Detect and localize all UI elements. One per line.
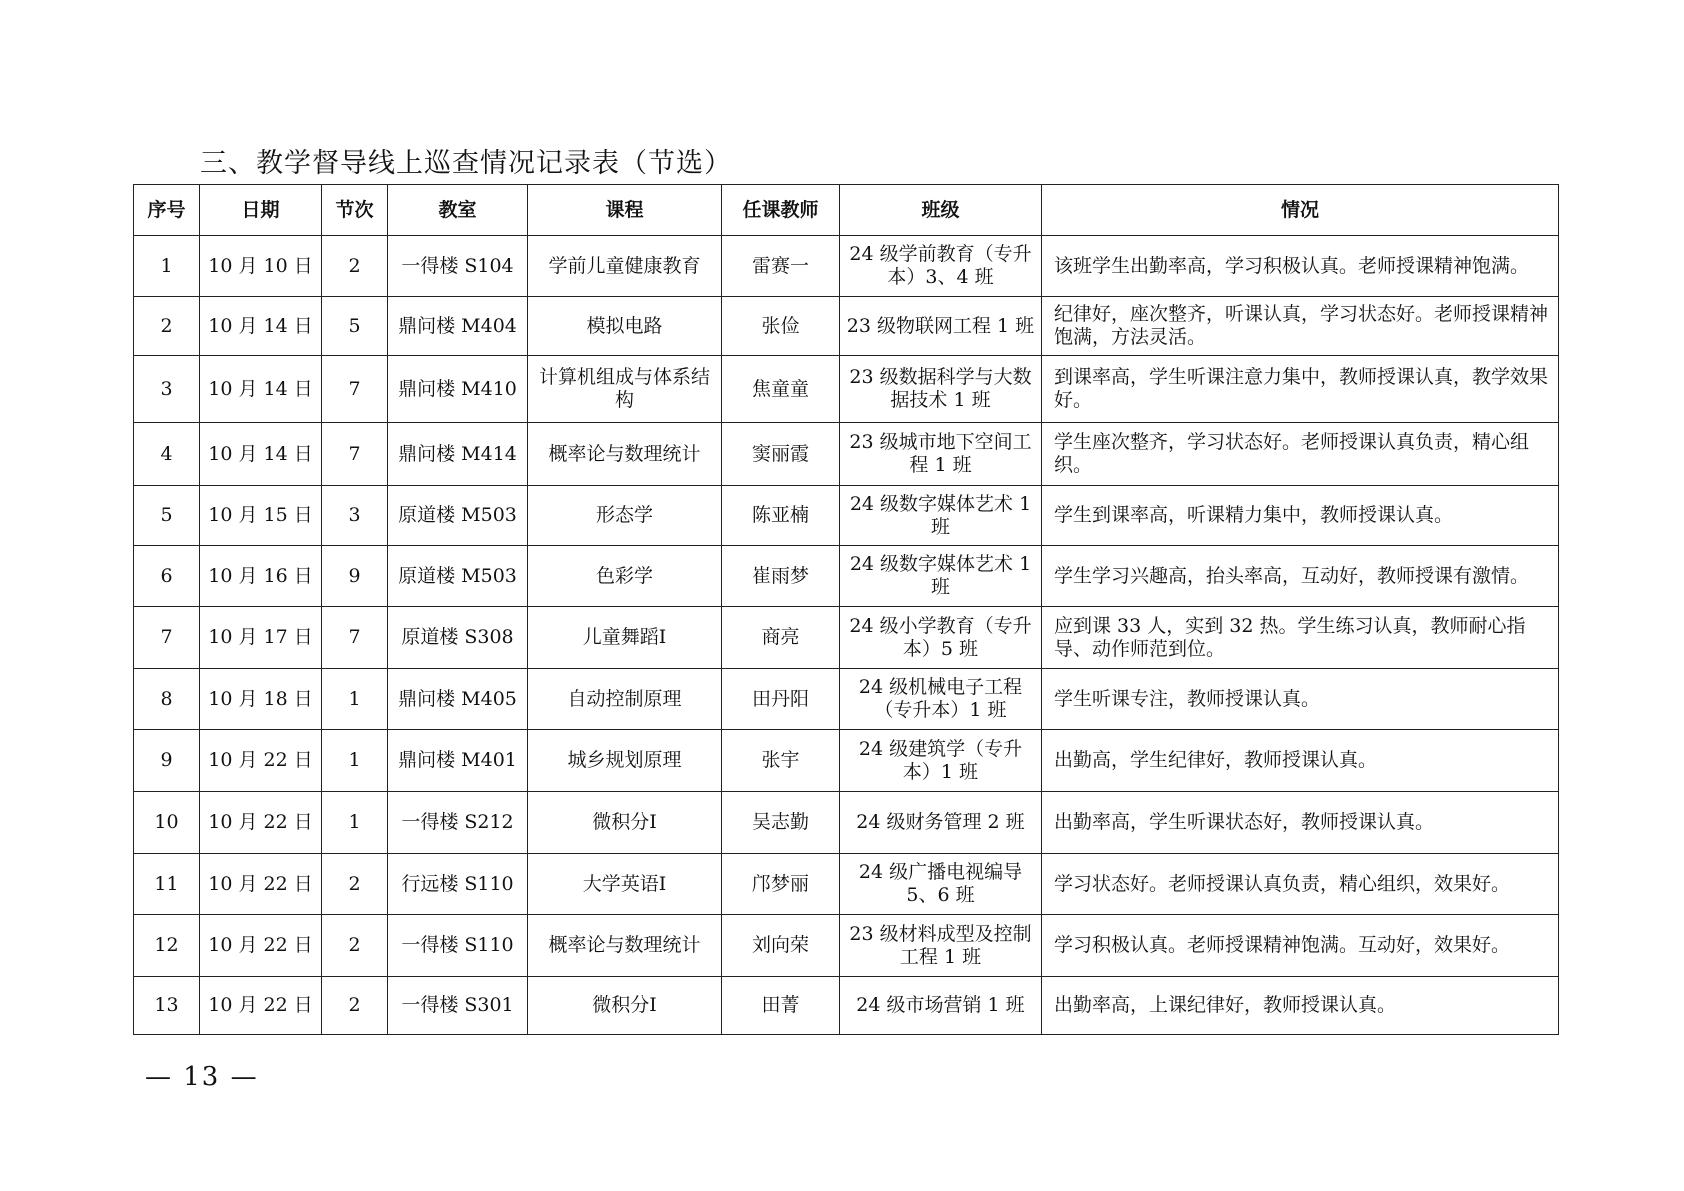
header-period: 节次 (322, 185, 388, 236)
cell-period: 3 (322, 486, 388, 546)
cell-teacher: 刘向荣 (722, 915, 840, 977)
cell-date: 10 月 14 日 (200, 423, 322, 486)
cell-teacher: 雷赛一 (722, 236, 840, 297)
cell-teacher: 焦童童 (722, 356, 840, 423)
cell-situation: 出勤率高，上课纪律好，教师授课认真。 (1042, 977, 1559, 1035)
table-row (134, 792, 1559, 854)
cell-teacher: 邝梦丽 (722, 854, 840, 915)
cell-period: 5 (322, 297, 388, 356)
cell-period: 2 (322, 915, 388, 977)
cell-period: 1 (322, 669, 388, 730)
cell-date: 10 月 14 日 (200, 356, 322, 423)
cell-classroom: 鼎问楼 M410 (388, 356, 528, 423)
cell-index: 1 (134, 236, 200, 297)
table-row (134, 297, 1559, 356)
cell-date: 10 月 10 日 (200, 236, 322, 297)
cell-course: 形态学 (528, 486, 722, 546)
cell-classroom: 原道楼 M503 (388, 546, 528, 607)
cell-index: 4 (134, 423, 200, 486)
cell-classroom: 一得楼 S212 (388, 792, 528, 854)
cell-period: 7 (322, 423, 388, 486)
cell-period: 2 (322, 854, 388, 915)
cell-index: 6 (134, 546, 200, 607)
cell-classroom: 鼎问楼 M405 (388, 669, 528, 730)
cell-course: 儿童舞蹈Ⅰ (528, 607, 722, 669)
table-row (134, 423, 1559, 486)
cell-index: 7 (134, 607, 200, 669)
cell-index: 3 (134, 356, 200, 423)
cell-situation: 应到课 33 人，实到 32 热。学生练习认真，教师耐心指导、动作师范到位。 (1042, 607, 1559, 669)
cell-date: 10 月 22 日 (200, 977, 322, 1035)
cell-classroom: 行远楼 S110 (388, 854, 528, 915)
table-row (134, 977, 1559, 1035)
cell-index: 12 (134, 915, 200, 977)
inspection-record-table (133, 184, 1559, 1035)
table-row (134, 546, 1559, 607)
cell-classroom: 鼎问楼 M414 (388, 423, 528, 486)
table-row (134, 730, 1559, 792)
cell-course: 概率论与数理统计 (528, 423, 722, 486)
cell-date: 10 月 15 日 (200, 486, 322, 546)
cell-course: 微积分Ⅰ (528, 792, 722, 854)
cell-date: 10 月 22 日 (200, 792, 322, 854)
header-situation: 情况 (1042, 185, 1559, 236)
cell-classroom: 原道楼 S308 (388, 607, 528, 669)
cell-class: 24 级市场营销 1 班 (840, 977, 1042, 1035)
cell-classroom: 一得楼 S301 (388, 977, 528, 1035)
table-row (134, 236, 1559, 297)
cell-date: 10 月 17 日 (200, 607, 322, 669)
header-date: 日期 (200, 185, 322, 236)
cell-situation: 学生听课专注，教师授课认真。 (1042, 669, 1559, 730)
cell-date: 10 月 16 日 (200, 546, 322, 607)
cell-classroom: 一得楼 S110 (388, 915, 528, 977)
section-title: 三、教学督导线上巡查情况记录表（节选） (200, 148, 732, 179)
cell-course: 大学英语Ⅰ (528, 854, 722, 915)
cell-teacher: 田菁 (722, 977, 840, 1035)
cell-situation: 学习积极认真。老师授课精神饱满。互动好，效果好。 (1042, 915, 1559, 977)
cell-class: 23 级数据科学与大数据技术 1 班 (840, 356, 1042, 423)
cell-index: 13 (134, 977, 200, 1035)
cell-teacher: 商亮 (722, 607, 840, 669)
cell-class: 24 级财务管理 2 班 (840, 792, 1042, 854)
table-row (134, 486, 1559, 546)
cell-classroom: 鼎问楼 M401 (388, 730, 528, 792)
cell-period: 2 (322, 977, 388, 1035)
cell-period: 2 (322, 236, 388, 297)
cell-situation: 出勤率高，学生听课状态好，教师授课认真。 (1042, 792, 1559, 854)
header-course: 课程 (528, 185, 722, 236)
cell-course: 微积分Ⅰ (528, 977, 722, 1035)
cell-class: 24 级建筑学（专升本）1 班 (840, 730, 1042, 792)
cell-class: 23 级城市地下空间工程 1 班 (840, 423, 1042, 486)
cell-index: 8 (134, 669, 200, 730)
cell-period: 9 (322, 546, 388, 607)
cell-classroom: 一得楼 S104 (388, 236, 528, 297)
cell-index: 5 (134, 486, 200, 546)
table-row (134, 607, 1559, 669)
cell-course: 城乡规划原理 (528, 730, 722, 792)
cell-date: 10 月 22 日 (200, 730, 322, 792)
cell-class: 24 级机械电子工程（专升本）1 班 (840, 669, 1042, 730)
cell-course: 概率论与数理统计 (528, 915, 722, 977)
cell-class: 24 级数字媒体艺术 1 班 (840, 486, 1042, 546)
cell-classroom: 原道楼 M503 (388, 486, 528, 546)
cell-course: 计算机组成与体系结构 (528, 356, 722, 423)
cell-teacher: 陈亚楠 (722, 486, 840, 546)
cell-class: 23 级材料成型及控制工程 1 班 (840, 915, 1042, 977)
cell-teacher: 吴志勤 (722, 792, 840, 854)
header-teacher: 任课教师 (722, 185, 840, 236)
cell-class: 24 级广播电视编导 5、6 班 (840, 854, 1042, 915)
cell-situation: 学习状态好。老师授课认真负责，精心组织，效果好。 (1042, 854, 1559, 915)
cell-teacher: 窦丽霞 (722, 423, 840, 486)
cell-date: 10 月 18 日 (200, 669, 322, 730)
cell-course: 色彩学 (528, 546, 722, 607)
cell-period: 1 (322, 792, 388, 854)
cell-course: 学前儿童健康教育 (528, 236, 722, 297)
cell-situation: 该班学生出勤率高，学习积极认真。老师授课精神饱满。 (1042, 236, 1559, 297)
table-row (134, 669, 1559, 730)
cell-class: 23 级物联网工程 1 班 (840, 297, 1042, 356)
cell-teacher: 崔雨梦 (722, 546, 840, 607)
table-row (134, 915, 1559, 977)
cell-classroom: 鼎问楼 M404 (388, 297, 528, 356)
cell-class: 24 级小学教育（专升本）5 班 (840, 607, 1042, 669)
table-row (134, 356, 1559, 423)
cell-index: 9 (134, 730, 200, 792)
cell-date: 10 月 22 日 (200, 854, 322, 915)
header-class: 班级 (840, 185, 1042, 236)
header-index: 序号 (134, 185, 200, 236)
cell-period: 7 (322, 607, 388, 669)
cell-teacher: 张俭 (722, 297, 840, 356)
cell-course: 自动控制原理 (528, 669, 722, 730)
cell-class: 24 级数字媒体艺术 1 班 (840, 546, 1042, 607)
cell-teacher: 张宇 (722, 730, 840, 792)
cell-teacher: 田丹阳 (722, 669, 840, 730)
table-header-row (134, 185, 1559, 236)
cell-situation: 学生到课率高，听课精力集中，教师授课认真。 (1042, 486, 1559, 546)
cell-situation: 学生学习兴趣高，抬头率高，互动好，教师授课有激情。 (1042, 546, 1559, 607)
cell-situation: 出勤高，学生纪律好，教师授课认真。 (1042, 730, 1559, 792)
cell-date: 10 月 14 日 (200, 297, 322, 356)
cell-period: 7 (322, 356, 388, 423)
cell-index: 2 (134, 297, 200, 356)
cell-index: 11 (134, 854, 200, 915)
page-number: — 13 — (145, 1062, 259, 1092)
cell-index: 10 (134, 792, 200, 854)
header-classroom: 教室 (388, 185, 528, 236)
cell-situation: 纪律好，座次整齐，听课认真，学习状态好。老师授课精神饱满，方法灵活。 (1042, 297, 1559, 356)
cell-period: 1 (322, 730, 388, 792)
cell-date: 10 月 22 日 (200, 915, 322, 977)
cell-situation: 学生座次整齐，学习状态好。老师授课认真负责，精心组织。 (1042, 423, 1559, 486)
cell-course: 模拟电路 (528, 297, 722, 356)
cell-class: 24 级学前教育（专升本）3、4 班 (840, 236, 1042, 297)
table-row (134, 854, 1559, 915)
cell-situation: 到课率高，学生听课注意力集中，教师授课认真，教学效果好。 (1042, 356, 1559, 423)
